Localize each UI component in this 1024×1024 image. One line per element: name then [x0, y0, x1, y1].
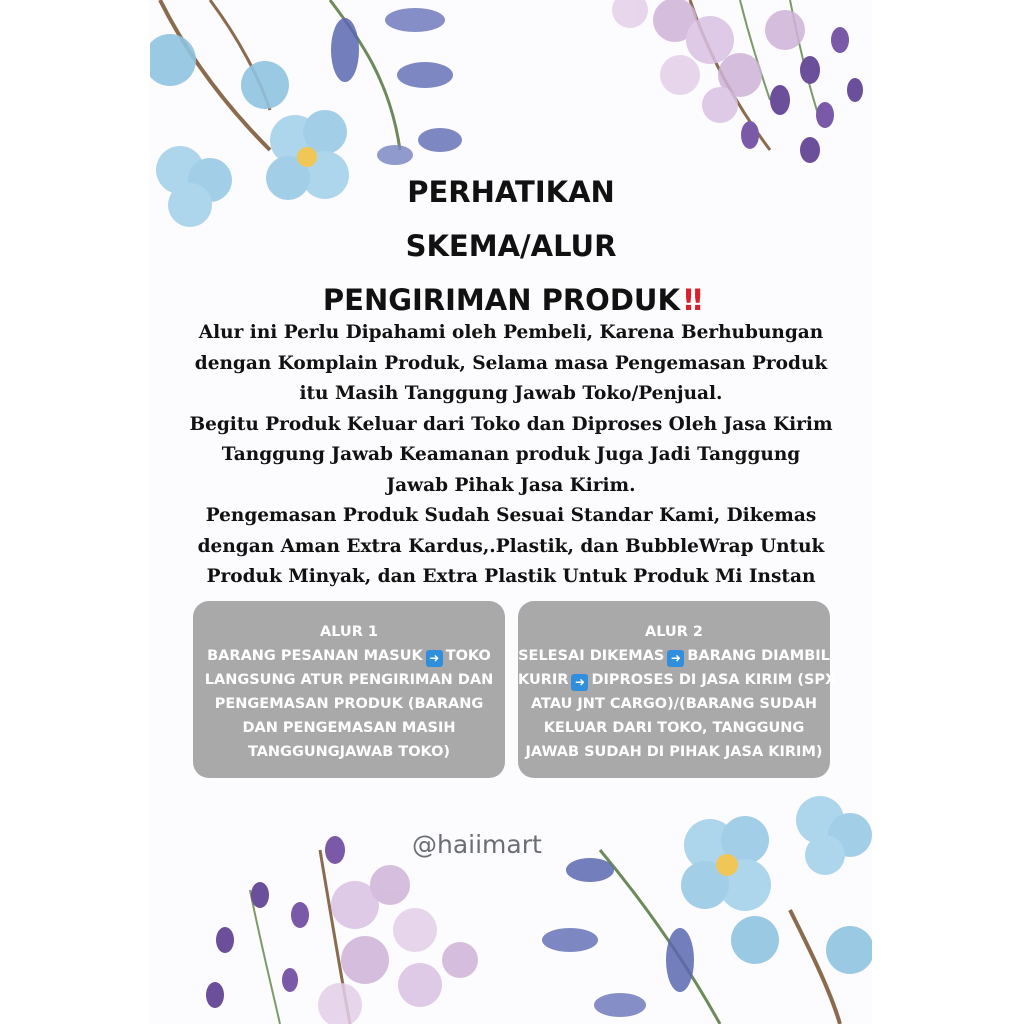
alur-1-line-1	[193, 644, 505, 668]
title-line-2: SKEMA/ALUR	[405, 229, 617, 263]
arrow-right-icon: ➜	[426, 650, 443, 667]
page-title	[150, 165, 872, 327]
body-line: Produk Minyak, dan Extra Plastik Untuk Produk Mi Instan	[206, 566, 816, 587]
double-exclamation-icon: ‼	[683, 283, 700, 317]
body-line: Jawab Pihak Jasa Kirim.	[386, 474, 636, 496]
floral-decoration-bottom-right	[540, 790, 872, 1024]
arrow-right-icon: ➜	[571, 674, 588, 691]
alur-1-line-1-b: TOKO	[445, 648, 491, 664]
alur-1-line-2: LANGSUNG ATUR PENGIRIMAN DAN	[204, 672, 494, 688]
alur-2-line-1-b: BARANG DIAMBIL	[687, 648, 830, 664]
alur-2-line-3: ATAU JNT CARGO)/(BARANG SUDAH	[530, 696, 818, 712]
title-line-1: PERHATIKAN	[407, 175, 615, 209]
body-line: Pengemasan Produk Sudah Sesuai Standar Kami, Dikemas	[205, 505, 817, 526]
arrow-right-icon: ➜	[667, 650, 684, 667]
explanation-text	[150, 318, 872, 593]
floral-decoration-bottom-left	[190, 830, 530, 1024]
body-line: Alur ini Perlu Dipahami oleh Pembeli, Karena Berhubungan	[198, 322, 824, 343]
body-line: Tanggung Jawab Keamanan produk Juga Jadi Tanggung	[221, 444, 801, 465]
alur-1-heading: ALUR 1	[319, 624, 379, 640]
body-line: dengan Aman Extra Kardus,.Plastik, dan BubbleWrap Untuk	[197, 535, 825, 557]
alur-1-line-5: TANGGUNGJAWAB TOKO)	[247, 744, 451, 760]
alur-2-line-2-b: DIPROSES DI JASA KIRIM (SPX	[591, 672, 837, 688]
alur-1-line-4: DAN PENGEMASAN MASIH	[242, 720, 456, 736]
alur-2-heading: ALUR 2	[644, 624, 704, 640]
body-line: Begitu Produk Keluar dari Toko dan Diproses Oleh Jasa Kirim	[189, 413, 833, 435]
body-line: itu Masih Tanggung Jawab Toko/Penjual.	[299, 383, 723, 404]
alur-2-line-5: JAWAB SUDAH DI PIHAK JASA KIRIM)	[525, 744, 823, 760]
alur-2-line-2	[518, 668, 837, 692]
alur-2-line-4: KELUAR DARI TOKO, TANGGUNG	[543, 720, 805, 736]
alur-2-line-2-a: KURIR	[518, 672, 569, 688]
floral-decoration-top-right	[510, 0, 872, 180]
alur-1-box	[193, 601, 505, 778]
alur-1-line-1-a: BARANG PESANAN MASUK	[207, 648, 423, 664]
alur-1-line-3: PENGEMASAN PRODUK (BARANG	[214, 696, 484, 712]
alur-2-box	[518, 601, 837, 778]
poster-card	[150, 0, 872, 1024]
shop-handle: @haiimart	[412, 830, 542, 859]
body-line: dengan Komplain Produk, Selama masa Pengemasan Produk	[194, 352, 828, 374]
alur-2-line-1	[518, 644, 830, 668]
title-line-3-text: PENGIRIMAN PRODUK	[322, 283, 680, 317]
alur-2-line-1-a: SELESAI DIKEMAS	[518, 648, 665, 664]
